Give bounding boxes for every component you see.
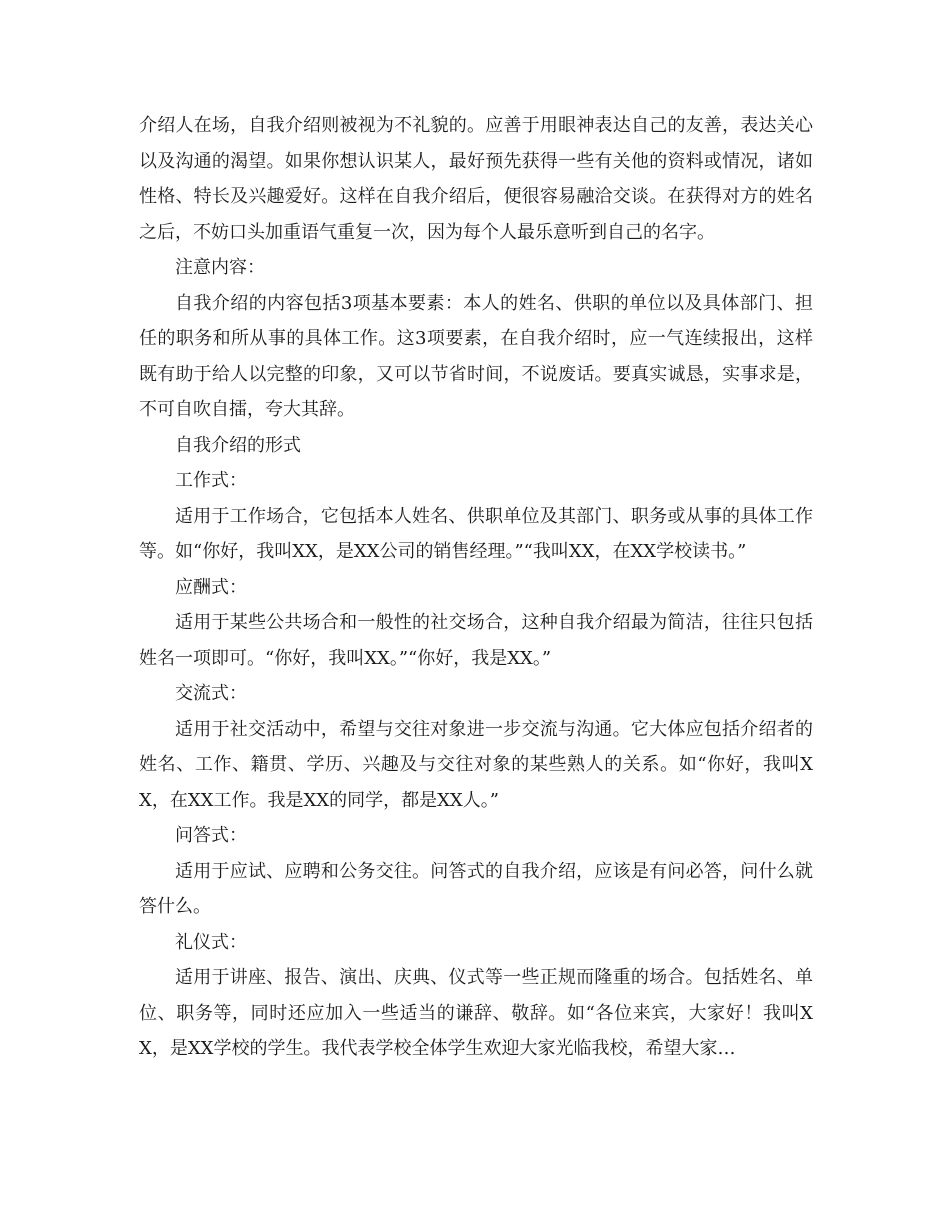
section-heading-forms: 自我介绍的形式 bbox=[175, 434, 301, 456]
paragraph-ceremony-style: 适用于讲座、报告、演出、庆典、仪式等一些正规而隆重的场合。包括姓名、单位、职务等，同时还应加入一些适当的谦辞、敬辞。如“各位来宾，大家好！我叫XX，是XX学校的学生。我代表学校全体学生欢迎大家光临我校，希望大家… bbox=[139, 967, 813, 1059]
section-heading-notes: 注意内容： bbox=[175, 257, 265, 278]
subheading-exchange-style: 交流式： bbox=[175, 683, 247, 704]
document-body bbox=[139, 108, 813, 1067]
paragraph-exchange-style: 适用于社交活动中，希望与交往对象进一步交流与沟通。它大体应包括介绍者的姓名、工作、籍贯、学历、兴趣及与交往对象的某些熟人的关系。如“你好，我叫XX，在XX工作。我是XX的同学，都是XX人。” bbox=[139, 718, 813, 811]
paragraph-content-elements: 自我介绍的内容包括3项基本要素：本人的姓名、供职的单位以及具体部门、担任的职务和所从事的具体工作。这3项要素，在自我介绍时，应一气连续报出，这样既有助于给人以完整的印象，又可以节省时间，不说废话。要真实诚恳，实事求是，不可自吹自擂，夸大其辞。 bbox=[139, 292, 813, 420]
subheading-work-style: 工作式： bbox=[175, 470, 247, 491]
paragraph-continuation: 介绍人在场，自我介绍则被视为不礼貌的。应善于用眼神表达自己的友善，表达关心以及沟通的渴望。如果你想认识某人，最好预先获得一些有关他的资料或情况，诸如性格、特长及兴趣爱好。这样在自我介绍后，便很容易融洽交谈。在获得对方的姓名之后，不妨口头加重语气重复一次，因为每个人最乐意听到自己的名字。 bbox=[139, 115, 813, 243]
subheading-ceremony-style: 礼仪式： bbox=[175, 931, 247, 953]
paragraph-work-style: 适用于工作场合，它包括本人姓名、供职单位及其部门、职务或从事的具体工作等。如“你好，我叫XX，是XX公司的销售经理。”“我叫XX，在XX学校读书。” bbox=[139, 505, 813, 562]
subheading-social-style: 应酬式： bbox=[175, 576, 247, 598]
paragraph-social-style: 适用于某些公共场合和一般性的社交场合，这种自我介绍最为简洁，往往只包括姓名一项即可。“你好，我叫XX。”“你好，我是XX。” bbox=[139, 612, 813, 669]
paragraph-qa-style: 适用于应试、应聘和公务交往。问答式的自我介绍，应该是有问必答，问什么就答什么。 bbox=[139, 860, 813, 917]
subheading-qa-style: 问答式： bbox=[175, 825, 247, 846]
